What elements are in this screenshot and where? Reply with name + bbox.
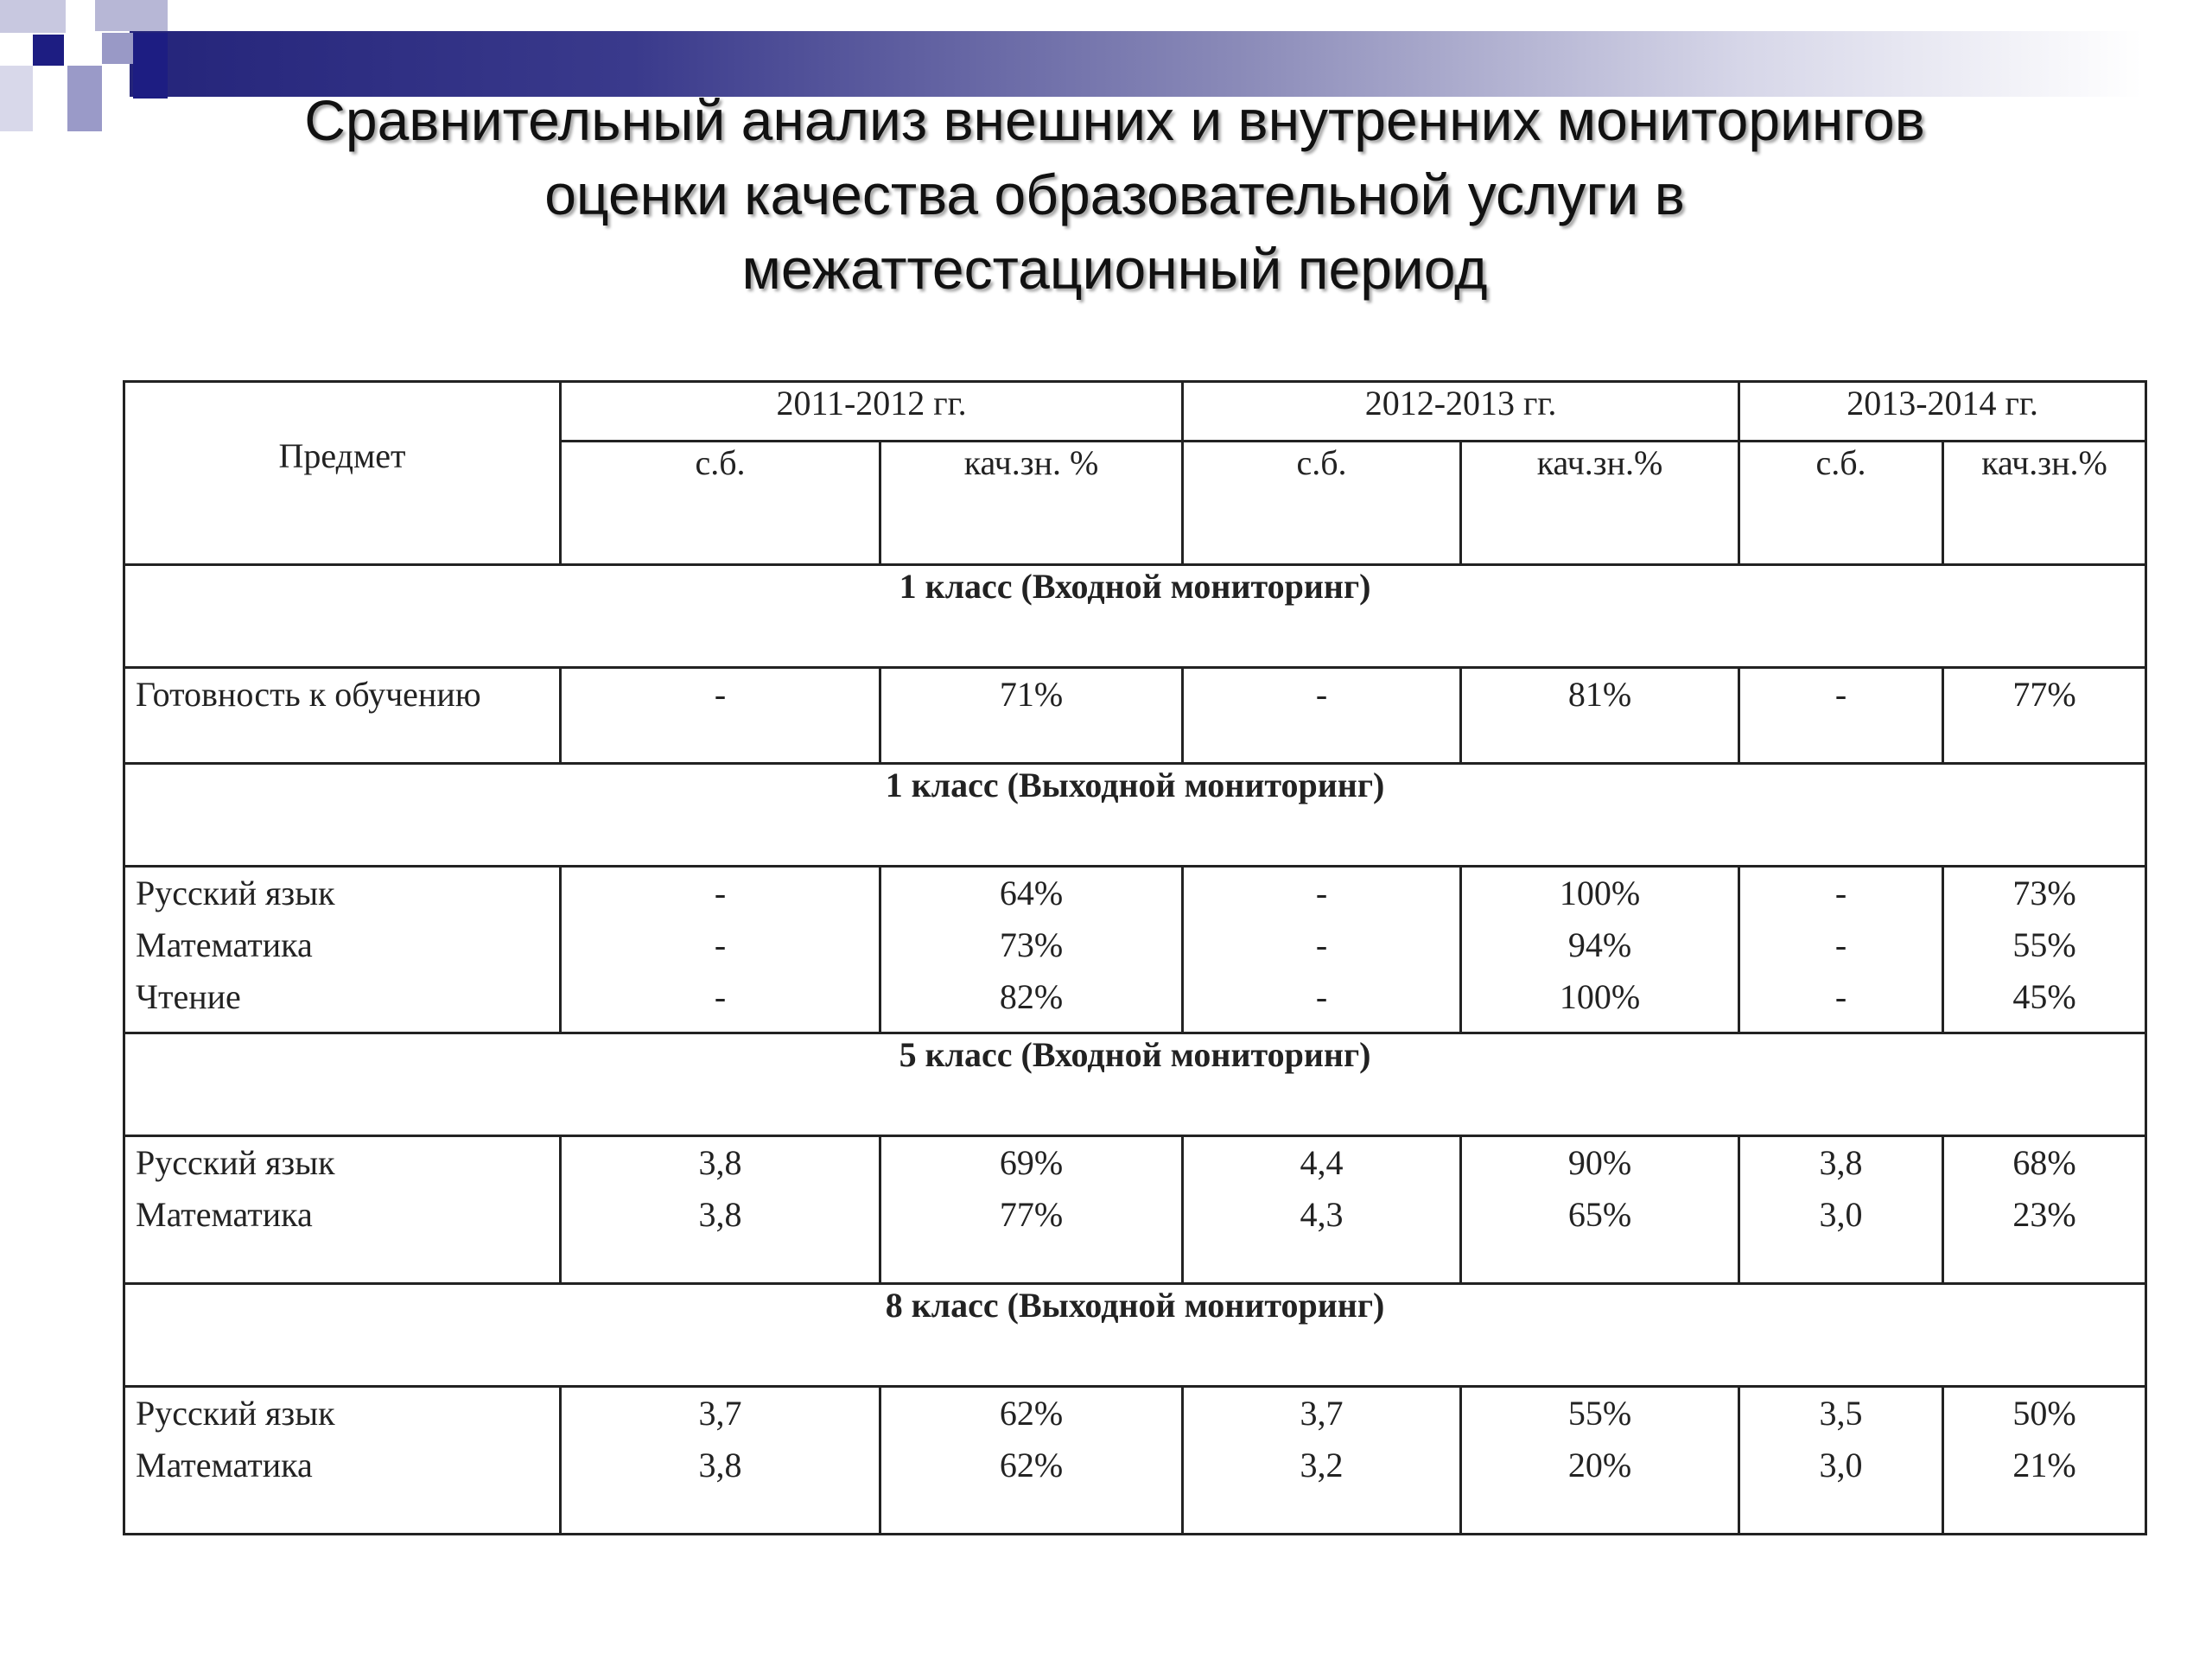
cell-value: 73% — [2012, 874, 2076, 912]
cell-value: 62% — [999, 1394, 1064, 1433]
cell-value: - — [1834, 925, 1847, 964]
subcolumn-header: кач.зн.% — [1461, 442, 1739, 565]
slide-title-line: оценки качества образовательной услуги в — [544, 162, 1685, 226]
subject-name: Математика — [136, 925, 313, 964]
subcolumn-header: с.б. — [561, 442, 880, 565]
cell-value: 4,4 — [1300, 1143, 1344, 1182]
cell-value: - — [1834, 977, 1847, 1016]
cell-value: 21% — [2012, 1446, 2076, 1484]
cell-value: 50% — [2012, 1394, 2076, 1433]
cell-value: - — [1315, 675, 1328, 714]
cell-value: 90% — [1567, 1143, 1632, 1182]
decor-square — [0, 0, 66, 33]
cell-value: 69% — [999, 1143, 1064, 1182]
cell-value: 64% — [999, 874, 1064, 912]
cell-value: 55% — [2012, 925, 2076, 964]
cell-value: 3,2 — [1300, 1446, 1344, 1484]
cell-value: - — [1315, 874, 1328, 912]
cell-value: 65% — [1567, 1195, 1632, 1234]
subject-name: Чтение — [136, 977, 241, 1016]
cell-value: 3,7 — [698, 1394, 742, 1433]
decor-square — [95, 0, 168, 31]
subject-name: Готовность к обучению — [136, 675, 481, 714]
table-row — [124, 1136, 2146, 1284]
cell-value: 3,0 — [1819, 1446, 1863, 1484]
cell-value: 3,7 — [1300, 1394, 1344, 1433]
slide-title-line: Сравнительный анализ внешних и внутренних мониторингов — [304, 88, 1925, 152]
cell-value: 4,3 — [1300, 1195, 1344, 1234]
decor-square — [67, 66, 102, 131]
subcolumn-header: кач.зн.% — [1943, 442, 2146, 565]
cell-value: 94% — [1567, 925, 1632, 964]
cell-value: 3,8 — [698, 1446, 742, 1484]
cell-value: 20% — [1567, 1446, 1632, 1484]
cell-value: 77% — [2012, 675, 2076, 714]
decor-square — [33, 35, 64, 66]
cell-value: - — [714, 977, 727, 1016]
cell-value: 82% — [999, 977, 1064, 1016]
cell-value: - — [1834, 874, 1847, 912]
cell-value: 100% — [1559, 874, 1641, 912]
table-row — [124, 867, 2146, 1033]
cell-value: - — [714, 874, 727, 912]
cell-value: 62% — [999, 1446, 1064, 1484]
section-header: 1 класс (Входной мониторинг) — [124, 565, 2146, 668]
subcolumn-header: с.б. — [1739, 442, 1943, 565]
subject-name: Русский язык — [136, 874, 335, 912]
year-header: 2013-2014 гг. — [1739, 382, 2146, 442]
cell-value: 73% — [999, 925, 1064, 964]
cell-value: - — [1834, 675, 1847, 714]
decor-square — [102, 33, 133, 64]
cell-value: - — [714, 675, 727, 714]
subcolumn-header: с.б. — [1183, 442, 1461, 565]
table-row — [124, 1387, 2146, 1535]
cell-value: 3,5 — [1819, 1394, 1863, 1433]
cell-value: 68% — [2012, 1143, 2076, 1182]
cell-value: - — [1315, 977, 1328, 1016]
slide-title — [156, 83, 2074, 306]
cell-value: - — [1315, 925, 1328, 964]
decor-square — [0, 66, 33, 131]
cell-value: - — [714, 925, 727, 964]
year-header: 2012-2013 гг. — [1183, 382, 1739, 442]
cell-value: 23% — [2012, 1195, 2076, 1234]
monitoring-table — [123, 380, 2147, 1535]
slide-title-line: межаттестационный период — [741, 237, 1488, 301]
subject-name: Русский язык — [136, 1394, 335, 1433]
cell-value: 3,8 — [698, 1195, 742, 1234]
cell-value: 3,8 — [698, 1143, 742, 1182]
section-header: 8 класс (Выходной мониторинг) — [124, 1284, 2146, 1387]
cell-value: 3,8 — [1819, 1143, 1863, 1182]
subject-column-header: Предмет — [124, 382, 561, 565]
subject-name: Математика — [136, 1446, 313, 1484]
subcolumn-header: кач.зн. % — [880, 442, 1183, 565]
cell-value: 45% — [2012, 977, 2076, 1016]
cell-value: 55% — [1567, 1394, 1632, 1433]
cell-value: 77% — [999, 1195, 1064, 1234]
section-header: 1 класс (Выходной мониторинг) — [124, 764, 2146, 867]
section-header: 5 класс (Входной мониторинг) — [124, 1033, 2146, 1136]
subject-name: Математика — [136, 1195, 313, 1234]
cell-value: 81% — [1567, 675, 1632, 714]
subject-name: Русский язык — [136, 1143, 335, 1182]
year-header: 2011-2012 гг. — [561, 382, 1183, 442]
cell-value: 100% — [1559, 977, 1641, 1016]
table-row — [124, 668, 2146, 764]
cell-value: 71% — [999, 675, 1064, 714]
cell-value: 3,0 — [1819, 1195, 1863, 1234]
